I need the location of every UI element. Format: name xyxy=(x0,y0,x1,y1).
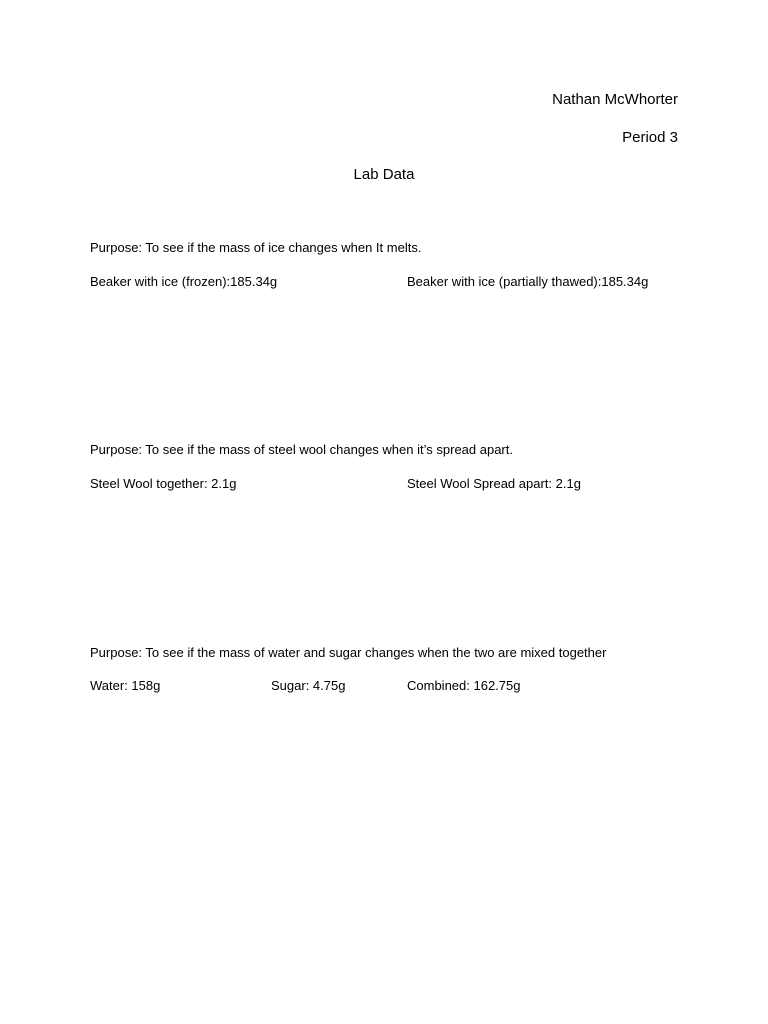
experiment-1-purpose: Purpose: To see if the mass of ice changes when It melts. xyxy=(90,240,422,255)
experiment-2-measurement-2: Steel Wool Spread apart: 2.1g xyxy=(407,476,581,491)
experiment-3-measurement-1: Water: 158g xyxy=(90,678,161,693)
experiment-2-measurement-1: Steel Wool together: 2.1g xyxy=(90,476,237,491)
experiment-1-measurement-2: Beaker with ice (partially thawed):185.34g xyxy=(407,274,649,289)
experiment-1-measurement-1: Beaker with ice (frozen):185.34g xyxy=(90,274,278,289)
experiment-3-purpose: Purpose: To see if the mass of water and sugar changes when the two are mixed together xyxy=(90,645,607,660)
experiment-3-measurement-2: Sugar: 4.75g xyxy=(271,678,346,693)
experiment-3-measurement-3: Combined: 162.75g xyxy=(407,678,521,693)
student-name: Nathan McWhorter xyxy=(552,91,678,108)
document-title: Lab Data xyxy=(353,166,415,183)
experiment-2-purpose: Purpose: To see if the mass of steel wool changes when it’s spread apart. xyxy=(90,442,513,457)
class-period: Period 3 xyxy=(622,129,678,146)
